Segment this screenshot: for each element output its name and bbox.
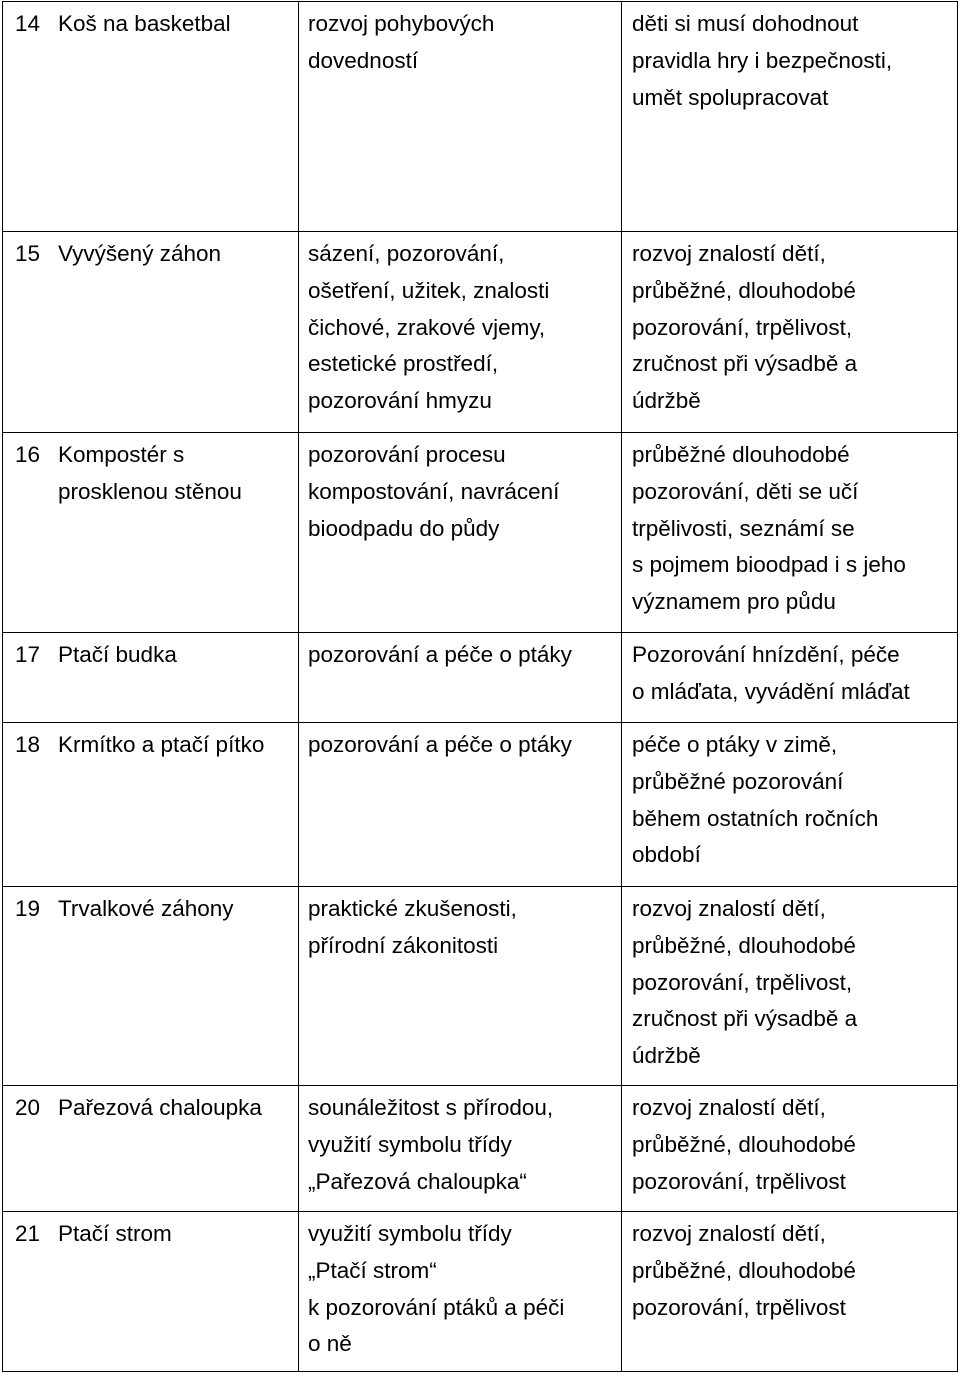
row-number: 14 [15,11,41,36]
activity-line: praktické zkušenosti, [308,896,517,921]
activity-line: čichové, zrakové vjemy, [308,314,546,340]
note-line: průběžné dlouhodobé [632,442,850,467]
note-line: průběžné, dlouhodobé [632,1257,856,1283]
item-name: Kompostér s prosklenou stěnou [58,442,242,504]
note-line: Pozorování hnízdění, péče [632,642,900,667]
item-name: Krmítko a ptačí pítko [58,732,265,757]
note-line: během ostatních ročních [632,805,879,831]
activity-cell [299,232,622,433]
note-line: průběžné, dlouhodobé [632,932,856,958]
note-line: pozorování, trpělivost [632,1168,846,1194]
activity-line: využití symbolu třídy [308,1221,512,1246]
note-line: údržbě [632,388,701,414]
note-cell [622,723,958,887]
note-line: děti si musí dohodnout [632,11,859,36]
activity-line: ošetření, užitek, znalosti [308,277,550,303]
row-number: 21 [15,1221,41,1246]
note-line: o mláďata, vyvádění mláďat [632,678,910,704]
row-number: 17 [15,642,41,667]
note-line: pozorování, trpělivost, [632,969,853,995]
activity-line: o ně [308,1331,352,1357]
table-row [3,2,958,232]
item-name: Koš na basketbal [58,11,231,36]
activity-line: „Pařezová chaloupka“ [308,1168,527,1194]
note-line: rozvoj znalostí dětí, [632,1095,826,1120]
note-cell [622,1212,958,1372]
table-row [3,1086,958,1212]
item-name: Ptačí budka [58,642,177,667]
activity-line: pozorování a péče o ptáky [308,642,572,667]
item-name: Pařezová chaloupka [58,1095,262,1120]
table-body [3,2,958,1372]
activity-cell [299,887,622,1086]
activity-line: pozorování procesu [308,442,506,467]
item-name: Vyvýšený záhon [58,241,222,266]
activity-line: sounáležitost s přírodou, [308,1095,554,1120]
item-cell [3,887,299,1086]
activity-line: bioodpadu do půdy [308,515,500,541]
item-cell [3,1086,299,1212]
activity-line: k pozorování ptáků a péči [308,1294,565,1320]
activity-cell [299,633,622,723]
activity-line: přírodní zákonitosti [308,932,499,958]
activity-cell [299,433,622,633]
row-number: 19 [15,896,41,921]
item-cell [3,633,299,723]
note-line: průběžné, dlouhodobé [632,1131,856,1157]
note-line: průběžné, dlouhodobé [632,277,856,303]
note-line: rozvoj znalostí dětí, [632,896,826,921]
table-row [3,433,958,633]
activity-line: využití symbolu třídy [308,1131,512,1157]
row-number: 18 [15,732,41,757]
activity-line: pozorování a péče o ptáky [308,732,572,757]
note-line: umět spolupracovat [632,84,829,110]
row-number: 15 [15,241,41,266]
note-line: trpělivosti, seznámí se [632,515,855,541]
note-line: období [632,842,701,868]
note-line: významem pro půdu [632,589,836,615]
note-line: údržbě [632,1043,701,1069]
note-line: pozorování, trpělivost, [632,314,853,340]
note-cell [622,2,958,232]
note-line: rozvoj znalostí dětí, [632,241,826,266]
table-row [3,1212,958,1372]
table-row [3,723,958,887]
note-line: pozorování, trpělivost [632,1294,846,1320]
note-cell [622,887,958,1086]
item-name: Trvalkové záhony [58,896,234,921]
item-name: Ptačí strom [58,1221,172,1246]
item-cell [3,433,299,633]
note-cell [622,232,958,433]
row-number: 16 [15,442,41,467]
activity-line: „Ptačí strom“ [308,1257,437,1283]
note-line: s pojmem bioodpad i s jeho [632,552,906,578]
item-cell [3,1212,299,1372]
note-line: rozvoj znalostí dětí, [632,1221,826,1246]
note-cell [622,1086,958,1212]
activity-line: sázení, pozorování, [308,241,505,266]
activity-line: rozvoj pohybových [308,11,495,36]
activity-line: kompostování, navrácení [308,478,560,504]
table-row [3,232,958,433]
table-row [3,887,958,1086]
note-line: zručnost při výsadbě a [632,1006,858,1032]
item-cell [3,2,299,232]
activity-line: estetické prostředí, [308,351,499,377]
note-cell [622,633,958,723]
activity-cell [299,1212,622,1372]
activity-cell [299,2,622,232]
table-row [3,633,958,723]
activity-line: dovedností [308,47,419,73]
activity-cell [299,1086,622,1212]
item-cell [3,232,299,433]
note-line: pravidla hry i bezpečnosti, [632,47,893,73]
note-cell [622,433,958,633]
item-cell [3,723,299,887]
note-line: péče o ptáky v zimě, [632,732,838,757]
note-line: zručnost při výsadbě a [632,351,858,377]
note-line: průběžné pozorování [632,768,844,794]
row-number: 20 [15,1095,41,1120]
activity-cell [299,723,622,887]
activities-table [2,1,958,1372]
note-line: pozorování, děti se učí [632,478,859,504]
activity-line: pozorování hmyzu [308,388,492,414]
